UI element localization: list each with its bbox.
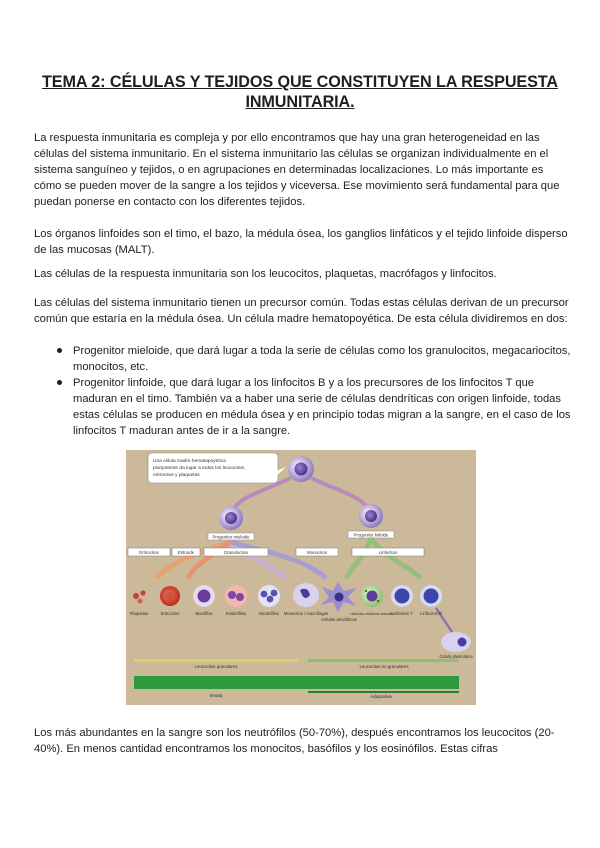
branch-arrow-lymphoid (311, 478, 368, 508)
neutrophil-icon (258, 585, 280, 607)
plasma-cell-icon (441, 632, 471, 652)
cell-label-t: Linfocitos T (391, 611, 413, 616)
bar-label-granular: Leucocitos granulares (194, 664, 238, 669)
paragraph-lymphoid-organs: Los órganos linfoides son el timo, el bazo, la médula ósea, los ganglios linfáticos y el tejido linfoide disperso de las mucosas (MALT). (34, 228, 568, 256)
bar-label-nongranular: Leucocitos no granulares (359, 664, 409, 669)
myeloid-progenitor-label: Progenitor mieloide (212, 534, 250, 540)
page-title: TEMA 2: CÉLULAS Y TEJIDOS QUE CONSTITUYEN LA RESPUESTA INMUNITARIA. (42, 73, 558, 111)
lineage-label-monocytes: Monocitos (306, 550, 328, 555)
callout-line-1: Una célula madre hematopoyética (153, 459, 226, 464)
bar-adaptive (308, 691, 459, 693)
cell-label-neutrophils: Neutrófilos (258, 611, 280, 616)
bar-nongranular (308, 659, 458, 662)
paragraph-intro: La respuesta inmunitaria es compleja y por ello encontramos que hay una gran heterogeneidad en las células del sistema inmunitario. En el sistema inmunitario las células se organizan individualmente en el sistema sanguíneo y tejidos, o en agrupaciones en determinadas localizaciones. Lo más importante es cómo se pueden mover de la sangre a los tejidos y viceversa. Ese movimiento será fundamental para que puedan ponerse en contacto con los diferentes tejidos. (34, 132, 560, 208)
b-cell-icon (420, 585, 442, 607)
myeloid-progenitor-icon (219, 506, 243, 530)
cell-label-dendritic: Células dendríticas (321, 617, 357, 622)
nk-cell-icon (361, 585, 383, 607)
cell-label-plasma: Célula plasmática (439, 654, 473, 659)
lineage-label-granulocytes: Granulocitos (223, 550, 249, 555)
bar-innate (134, 676, 459, 689)
cell-label-nk: Linfocitos citolíticos naturales (349, 612, 395, 616)
stem-cell-icon (288, 456, 314, 482)
lineage-label-lymphocytes: Linfocitos (378, 550, 398, 555)
cell-label-basophils: Basófilos (195, 611, 213, 616)
platelets-icon (133, 590, 146, 603)
lymphoid-progenitor-label: Progenitor linfoide (353, 532, 389, 538)
progenitor-list (34, 343, 572, 439)
t-cell-icon (391, 585, 413, 607)
bar-label-innate: Innata (209, 693, 223, 698)
paragraph-immune-cells: Las células de la respuesta inmunitaria son los leucocitos, plaquetas, macrófagos y linfocitos. (34, 268, 497, 280)
list-item-myeloid: Progenitor mieloide, que dará lugar a toda la serie de células como los granulocitos, megacariocitos, monocitos, etc. (34, 343, 572, 375)
lymphoid-progenitor-icon (359, 504, 383, 528)
cell-label-monocytes: Monocitos / macrófagos (283, 611, 329, 616)
cell-label-platelets: Plaquetas (129, 611, 149, 616)
eosinophil-icon (225, 585, 247, 607)
lineage-label-erythroid: Eritroide (177, 550, 195, 555)
monocyte-icon (293, 583, 319, 607)
cell-label-erythrocytes: Eritrocitos (160, 611, 180, 616)
stem-cell-callout (148, 453, 286, 483)
callout-line-2: pluripotente da lugar a todos los leucocitos, (153, 466, 246, 471)
list-item-lymphoid: Progenitor linfoide, que dará lugar a los linfocitos B y a los precursores de los linfocitos T que maduran en el timo. También va a haber una serie de células dendríticas con origen linfoide, todas estas células se producen en médula ósea y en principio todas migran a la sangre, en el caso de los linfocitos T maduran antes de ir a la sangre. (34, 375, 572, 439)
paragraph-common-precursor: Las células del sistema inmunitario tienen un precursor común. Todas estas células derivan de un precursor común que estaría en la médula ósea. Un célula madre hematopoyética. De esta célula dividiremos en dos: (34, 297, 569, 325)
hematopoiesis-figure (126, 450, 476, 705)
cell-label-eosinophils: Eosinófilos (225, 611, 247, 616)
cell-label-b: Linfocitos B (420, 611, 442, 616)
callout-line-3: eritrocitos y plaquetas (153, 473, 200, 478)
bar-granular (134, 659, 299, 662)
paragraph-blood-abundance: Los más abundantes en la sangre son los neutrófilos (50-70%), después encontramos los leucocitos (20-40%). En menos cantidad encontramos los monocitos, basófilos y los eosinófilos. Estas cifras (34, 727, 555, 755)
bar-label-adaptive: Adaptativa (370, 694, 392, 699)
basophil-icon (193, 585, 215, 607)
dendritic-cell-icon (321, 582, 356, 612)
lineage-label-erythrocytes: Eritrocitos (139, 550, 159, 555)
erythrocyte-icon (160, 586, 180, 606)
